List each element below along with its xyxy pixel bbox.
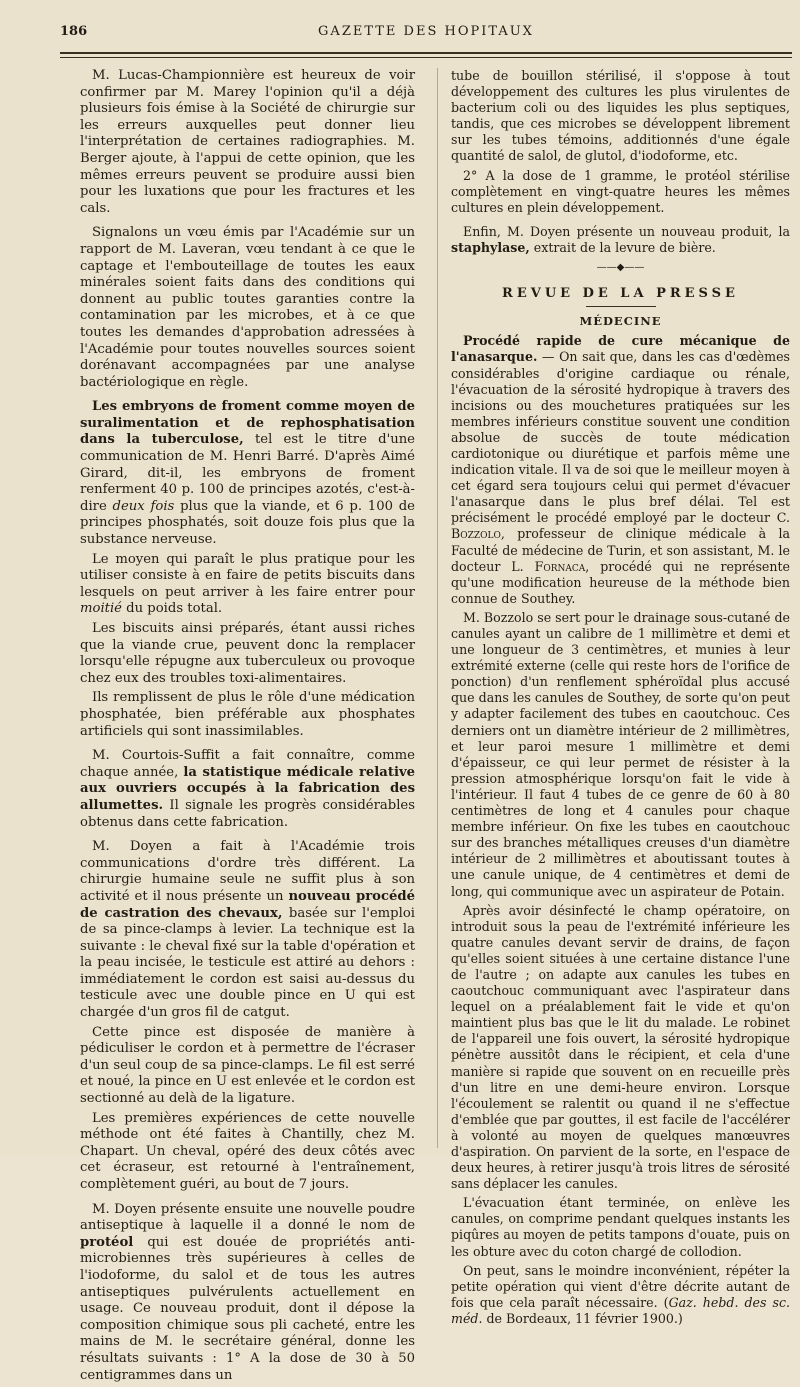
heading-staphylase: staphylase, xyxy=(451,239,530,255)
section-ornament: ——◆—— xyxy=(596,262,645,274)
paragraph-biscuits-riches: Les biscuits ainsi préparés, étant aussi riches que la viande crue, peuvent donc la remplacer lorsqu'elle répugne aux tuberculeux ou provoque chez eux des troubles toxi-alimentaires. xyxy=(80,621,415,686)
paragraph-laveran: Signalons un vœu émis par l'Académie sur un rapport de M. Laveran, vœu tendant à ce que le captage et l'embouteillage de toutes les eaux minérales soient faits dans des conditions qui donnent au public toutes garanties contre la contamination par les microbes, et à ce que toutes les demandes d'approbation adressées à l'Académie pour toutes nouvelles sources soient dorénavant accompagnées par une analyse bactériologique en règle. xyxy=(80,225,415,390)
citation-journal: Gaz. hebd. des sc. méd. xyxy=(451,1294,791,1326)
left-column xyxy=(80,68,415,1387)
heading-anasarque: Procédé rapide de cure mécanique de l'anasarque. xyxy=(451,333,790,365)
paragraph-evacuation: L'évacuation étant terminée, on enlève les canules, on comprime pendant quelques instants les piqûres au moyen de petits tampons d'ouate, puis on les obture avec du coton chargé de collodion. xyxy=(451,1195,790,1259)
paragraph-tube-bouillon: tube de bouillon stérilisé, il s'oppose à tout développement des cultures les plus virulentes de bacterium coli ou des liquides les plus septiques, tandis, que ces microbes se développent librement sur les tubes témoins, additionnés d'une égale quantité de salol, de glutol, d'iodoforme, etc. xyxy=(451,68,790,164)
running-title: GAZETTE DES HOPITAUX xyxy=(318,24,534,39)
paragraph-operation: Après avoir désinfecté le champ opératoire, on introduit sous la peau de l'extrémité inférieure les quatre canules devant servir de drains, de façon qu'elles soient situées à une certaine distance l'une de l'autre ; on adapte aux canules les tubes en caoutchouc communiquant avec l'aspirateur dans lequel on a préalablement fait le vide et qu'on maintient plus bas que le lit du malade. Le robinet de l'appareil une fois ouvert, la sérosité hydropique pénètre aussitôt dans le récipient, et cela d'une manière si rapide que souvent on en recueille près d'un litre en une demi-heure environ. Lorsque l'écoulement se ralentit ou quand il ne s'effectue d'emblée que par gouttes, il est facile de l'accélérer à volonté au moyen de quelques manœuvres d'aspiration. On parvient de la sorte, en l'espace de deux heures, à retirer jusqu'à trois litres de sérosité sans déplacer les canules. xyxy=(451,902,790,1192)
heading-castration: nouveau procédé de castration des chevaux, xyxy=(80,888,415,921)
paragraph-biscuits-moyen: Le moyen qui paraît le plus pratique pour les utiliser consiste à en faire de petits biscuits dans lesquels on peut arriver à les faire entrer pour moitié du poids total. xyxy=(80,551,415,617)
paragraph-repeter: On peut, sans le moindre inconvénient, répéter la petite opération qui vient d'être décrite autant de fois que cela paraît nécessaire. (Gaz. hebd. des sc. méd. de Bordeaux, 11 février 1900.) xyxy=(451,1262,791,1326)
paragraph-chantilly: Les premières expériences de cette nouvelle méthode ont été faites à Chantilly, chez M. Chapart. Un cheval, opéré des deux côtés avec cet écraseur, est retourné à l'entraînement, complètement guéri, au bout de 7 jours. xyxy=(80,1110,415,1192)
page-number: 186 xyxy=(60,24,88,39)
paragraph-dose-gramme: 2° A la dose de 1 gramme, le protéol stérilise complètement en vingt-quatre heures les mêmes cultures en plein développement. xyxy=(451,167,790,215)
paragraph-embryons: Les embryons de froment comme moyen de suralimentation et de rephosphatisation dans la tuberculose, tel est le titre d'une communication de M. Henri Barré. D'après Aimé Girard, dit-il, les embryons de froment renferment 40 p. 100 de principes azotés, c'est-à-dire deux fois plus que la viande, et 6 p. 100 de principes phosphatés, soit douze fois plus que la substance nerveuse. xyxy=(80,399,415,548)
paragraph-canules: M. Bozzolo se sert pour le drainage sous-cutané de canules ayant un calibre de 1 millimètre et demi et une longueur de 3 centimètres, et munies à leur extrémité externe (celle qui reste hors de l'orifice de ponction) d'un renflement sphéroïdal plus accusé que dans les canules de Southey, de sorte qu'on peut y adapter facilement des tubes en caoutchouc. Ces derniers ont un diamètre intérieur de 2 millimètres, et leur paroi mesure 1 millimètre et demi d'épaisseur, ce qui leur permet de résister à la pression atmosphérique lorsqu'on fait le vide à l'intérieur. Il faut 4 tubes de ce genre de 60 à 80 centimètres de long et 4 canules pour chaque membre inférieur. On fixe les tubes en caoutchouc sur des branches métalliques creuses d'un diamètre intérieur de 2 millimètres et aboutissant toutes à une canule unique, de 4 centimètres et demi de long, qui communique avec un aspirateur de Potain. xyxy=(451,609,790,899)
paragraph-doyen-castration: M. Doyen a fait à l'Académie trois communications d'ordre très différent. La chirurgie humaine seule ne suffit plus à son activité et il nous présente un nouveau procédé de castration des chevaux, basée sur l'emploi de sa pince-clamps à levier. La technique est la suivante : le cheval fixé sur la table d'opération et la peau incisée, le testicule est attiré au dehors : immédiatement le cordon est saisi au-dessus du testicule avec une double pince en U qui est chargée d'un gros fil de catgut. xyxy=(80,839,416,1021)
section-rule xyxy=(586,306,656,307)
paragraph-pince: Cette pince est disposée de manière à pédiculiser le cordon et à permettre de l'écraser d'un seul coup de sa pince-clamps. Le fil est serré et noué, la pince en U est enlevée et le cordon est sectionné au delà de la ligature. xyxy=(80,1024,415,1107)
header-rule-thick xyxy=(60,52,792,54)
section-title: REVUE DE LA PRESSE xyxy=(502,286,739,302)
column-divider xyxy=(437,68,438,1148)
heading-embryons: Les embryons de froment comme moyen de suralimentation et de rephosphatisation dans la tuberculose, xyxy=(80,399,415,448)
paragraph-courtois-suffit: M. Courtois-Suffit a fait connaître, comme chaque année, la statistique médicale relative aux ouvriers occupés à la fabrication des allumettes. Il signale les progrès considérables obtenus dans cette fabrication. xyxy=(80,748,416,830)
heading-proteol: protéol xyxy=(80,1234,134,1250)
paragraph-staphylase: Enfin, M. Doyen présente un nouveau produit, la staphylase, extrait de la levure de bière. xyxy=(451,223,790,255)
heading-statistique: la statistique médicale relative aux ouvriers occupés à la fabrication des allumettes. xyxy=(80,764,416,813)
header-rule-thin xyxy=(60,57,792,58)
paragraph-phosphates: Ils remplissent de plus le rôle d'une médication phosphatée, bien préférable aux phosphates artificiels qui sont inassimilables. xyxy=(80,690,415,739)
paragraph-lucas-championniere: M. Lucas-Championnière est heureux de voir confirmer par M. Marey l'opinion qu'il a déjà plusieurs fois émise à la Société de chirurgie sur les erreurs auxquelles peut donner lieu l'interprétation de certaines radiographies. M. Berger ajoute, à l'appui de cette opinion, que les mêmes erreurs peuvent se produire aussi bien pour les luxations que pour les fractures et les cals. xyxy=(80,68,415,216)
page-header xyxy=(60,22,792,44)
right-column xyxy=(451,68,790,1330)
paragraph-proteol: M. Doyen présente ensuite une nouvelle poudre antiseptique à laquelle il a donné le nom de protéol qui est douée de propriétés anti-microbiennes très supérieures à celles de l'iodoforme, du salol et de tous les autres antiseptiques pulvérulents actuellement en usage. Ce nouveau produit, dont il dépose la composition chimique sous pli cacheté, entre les mains de M. le secrétaire général, donne les résultats suivants : 1° A la dose de 30 à 50 centigrammes dans un xyxy=(80,1201,415,1383)
paragraph-anasarque: Procédé rapide de cure mécanique de l'anasarque. — On sait que, dans les cas d'œdèmes considérables d'origine cardiaque ou rénale, l'évacuation de la sérosité hydropique à travers des incisions ou des mouchetures pratiquées sur les membres inférieurs constitue souvent une condition absolue de succès de toute médication cardiotonique ou diurétique et parfois même une indication vitale. Il va de soi que le meilleur moyen à cet égard sera toujours celui qui permet d'évacuer l'anasarque dans le plus bref délai. Tel est précisément le procédé employé par le docteur C. Bozzolo, professeur de clinique médicale à la Faculté de médecine de Turin, et son assistant, M. le docteur L. Fornaca, procédé qui ne représente qu'une modification heureuse de la méthode bien connue de Southey. xyxy=(451,333,790,606)
section-subtitle: MÉDECINE xyxy=(579,314,662,329)
